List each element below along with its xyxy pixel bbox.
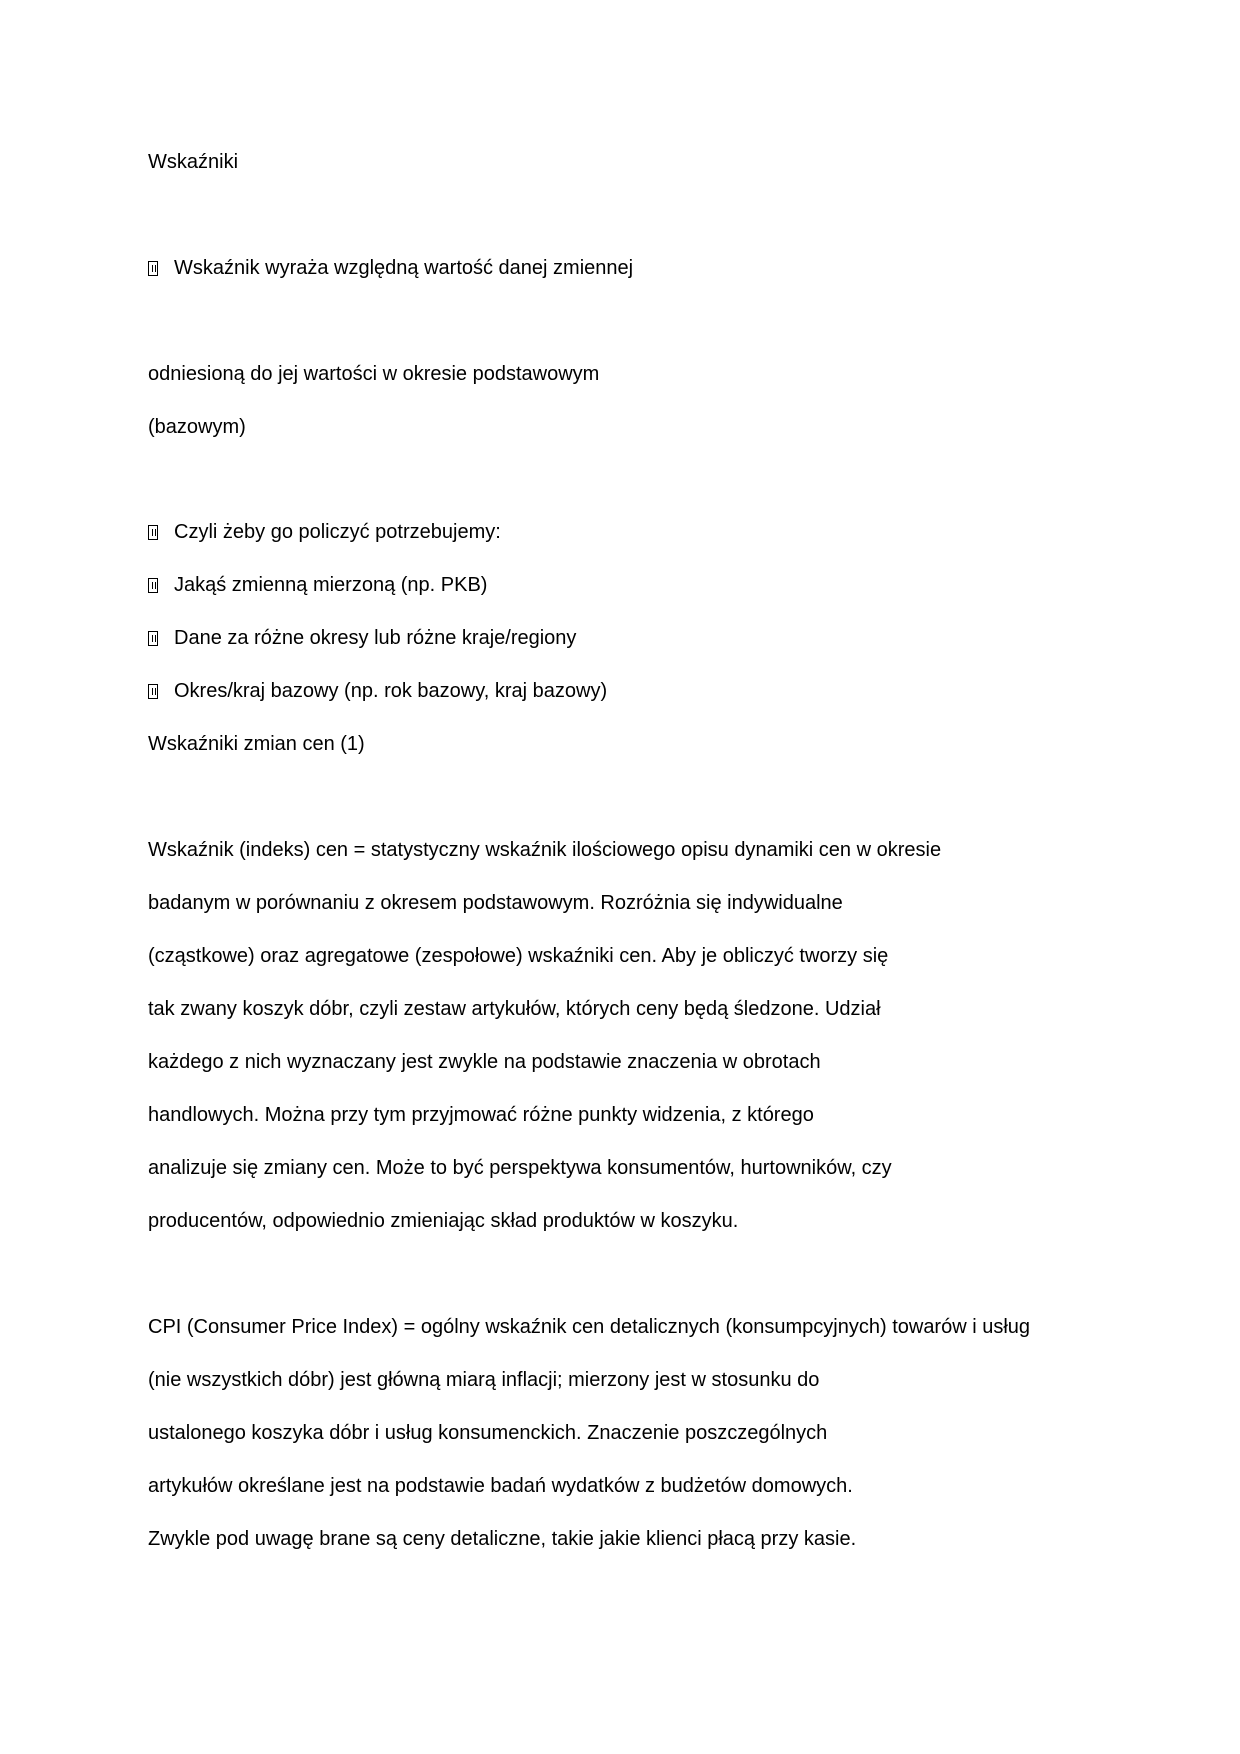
paragraph-line: badanym w porównaniu z okresem podstawowym. Rozróżnia się indywidualne (148, 892, 843, 914)
section-title: Wskaźniki zmian cen (1) (148, 733, 365, 755)
paragraph-line: (nie wszystkich dóbr) jest główną miarą inflacji; mierzony jest w stosunku do (148, 1369, 820, 1391)
bullet-item (148, 520, 501, 544)
bullet-text: Okres/kraj bazowy (np. rok bazowy, kraj bazowy) (174, 680, 608, 702)
bullet-item (148, 573, 487, 597)
text-line: odniesioną do jej wartości w okresie podstawowym (148, 363, 600, 385)
bullet-text: Jakąś zmienną mierzoną (np. PKB) (174, 574, 488, 596)
bullet-item (148, 256, 633, 280)
doc-title: Wskaźniki (148, 151, 239, 173)
missing-glyph-icon (148, 578, 158, 593)
bullet-text: Czyli żeby go policzyć potrzebujemy: (174, 521, 501, 543)
missing-glyph-icon (148, 261, 158, 276)
paragraph-line: analizuje się zmiany cen. Może to być perspektywa konsumentów, hurtowników, czy (148, 1157, 892, 1179)
paragraph-line: tak zwany koszyk dóbr, czyli zestaw artykułów, których ceny będą śledzone. Udział (148, 998, 881, 1020)
bullet-item (148, 626, 576, 650)
bullet-item (148, 679, 607, 703)
paragraph-line: Zwykle pod uwagę brane są ceny detaliczne, takie jakie klienci płacą przy kasie. (148, 1528, 857, 1550)
paragraph-line: (cząstkowe) oraz agregatowe (zespołowe) wskaźniki cen. Aby je obliczyć tworzy się (148, 945, 889, 967)
missing-glyph-icon (148, 525, 158, 540)
bullet-text: Wskaźnik wyraża względną wartość danej zmiennej (174, 257, 634, 279)
paragraph-line: każdego z nich wyznaczany jest zwykle na podstawie znaczenia w obrotach (148, 1051, 821, 1073)
paragraph-line: Wskaźnik (indeks) cen = statystyczny wskaźnik ilościowego opisu dynamiki cen w okresie (148, 839, 942, 861)
paragraph-line: CPI (Consumer Price Index) = ogólny wskaźnik cen detalicznych (konsumpcyjnych) towarów i usług (148, 1316, 1031, 1338)
paragraph-line: handlowych. Można przy tym przyjmować różne punkty widzenia, z którego (148, 1104, 814, 1126)
paragraph-line: producentów, odpowiednio zmieniając skład produktów w koszyku. (148, 1210, 739, 1232)
bullet-text: Dane za różne okresy lub różne kraje/regiony (174, 627, 577, 649)
missing-glyph-icon (148, 631, 158, 646)
missing-glyph-icon (148, 684, 158, 699)
paragraph-line: artykułów określane jest na podstawie badań wydatków z budżetów domowych. (148, 1475, 853, 1497)
text-line: (bazowym) (148, 416, 246, 438)
paragraph-line: ustalonego koszyka dóbr i usług konsumenckich. Znaczenie poszczególnych (148, 1422, 828, 1444)
